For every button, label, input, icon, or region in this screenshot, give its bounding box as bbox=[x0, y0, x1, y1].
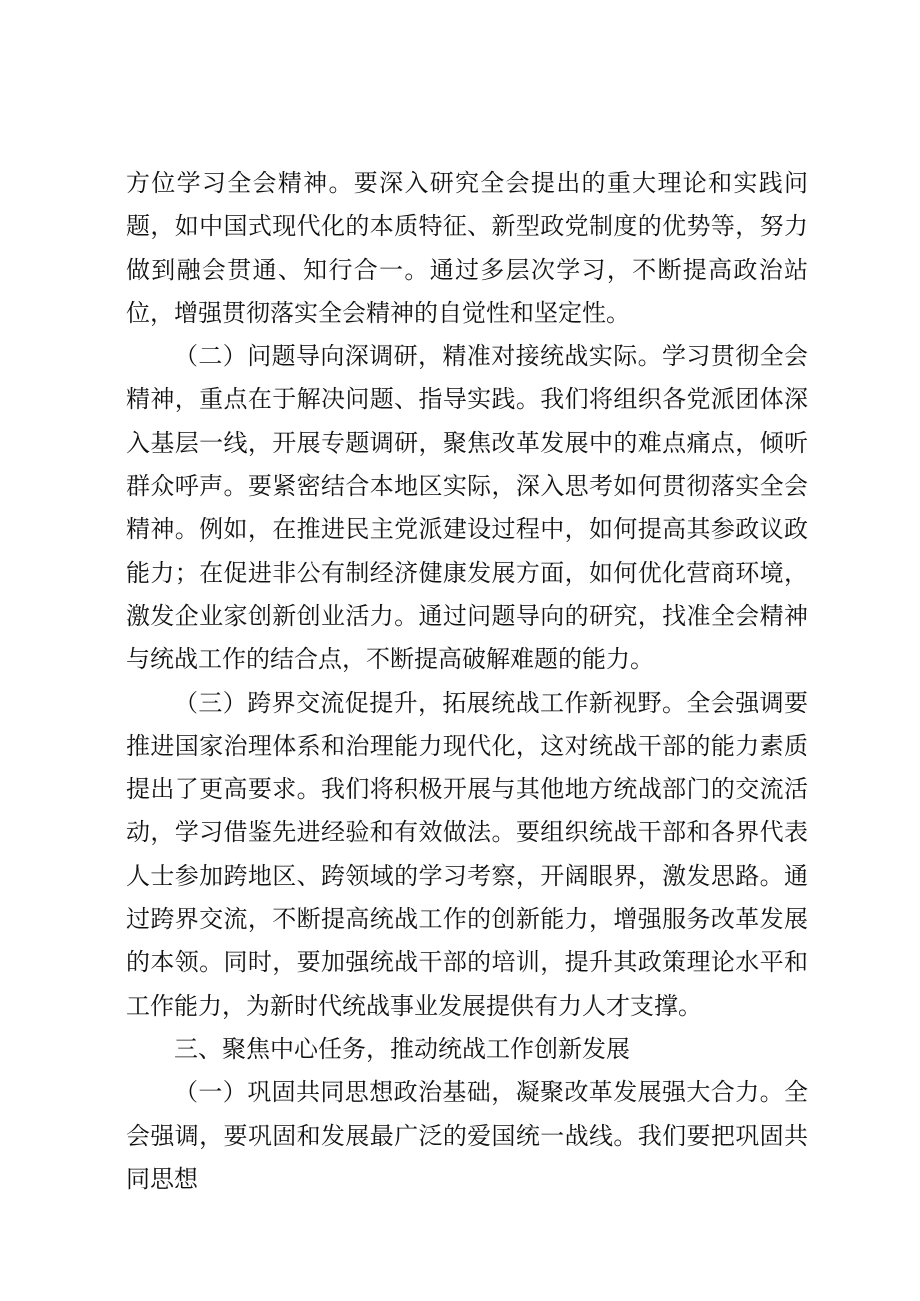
paragraph-consolidate-common-foundation: （一）巩固共同思想政治基础，凝聚改革发展强大合力。全会强调，要巩固和发展最广泛的爱国统一战线。我们要把巩固共同思想 bbox=[126, 1078, 808, 1193]
document-body bbox=[126, 162, 808, 1201]
paragraph-problem-oriented-research: （二）问题导向深调研，精准对接统战实际。学习贯彻全会精神，重点在于解决问题、指导实践。我们将组织各党派团体深入基层一线，开展专题调研，聚焦改革发展中的难点痛点，倾听群众呼声。要紧密结合本地区实际，深入思考如何贯彻落实全会精神。例如，在推进民主党派建设过程中，如何提高其参政议政能力；在促进非公有制经济健康发展方面，如何优化营商环境，激发企业家创新创业活力。通过问题导向的研究，找准全会精神与统战工作的结合点，不断提高破解难题的能力。 bbox=[126, 342, 808, 674]
paragraph-study-spirit-continuation: 方位学习全会精神。要深入研究全会提出的重大理论和实践问题，如中国式现代化的本质特征、新型政党制度的优势等，努力做到融会贯通、知行合一。通过多层次学习，不断提高政治站位，增强贯彻落实全会精神的自觉性和坚定性。 bbox=[126, 169, 808, 327]
section-heading-three: 三、聚焦中心任务，推动统战工作创新发展 bbox=[174, 1034, 630, 1063]
paragraph-cross-border-exchange: （三）跨界交流促提升，拓展统战工作新视野。全会强调要推进国家治理体系和治理能力现代化，这对统战干部的能力素质提出了更高要求。我们将积极开展与其他地方统战部门的交流活动，学习借鉴先进经验和有效做法。要组织统战干部和各界代表人士参加跨地区、跨领域的学习考察，开阔眼界，激发思路。通过跨界交流，不断提高统战工作的创新能力，增强服务改革发展的本领。同时，要加强统战干部的培训，提升其政策理论水平和工作能力，为新时代统战事业发展提供有力人才支撑。 bbox=[126, 688, 808, 1020]
